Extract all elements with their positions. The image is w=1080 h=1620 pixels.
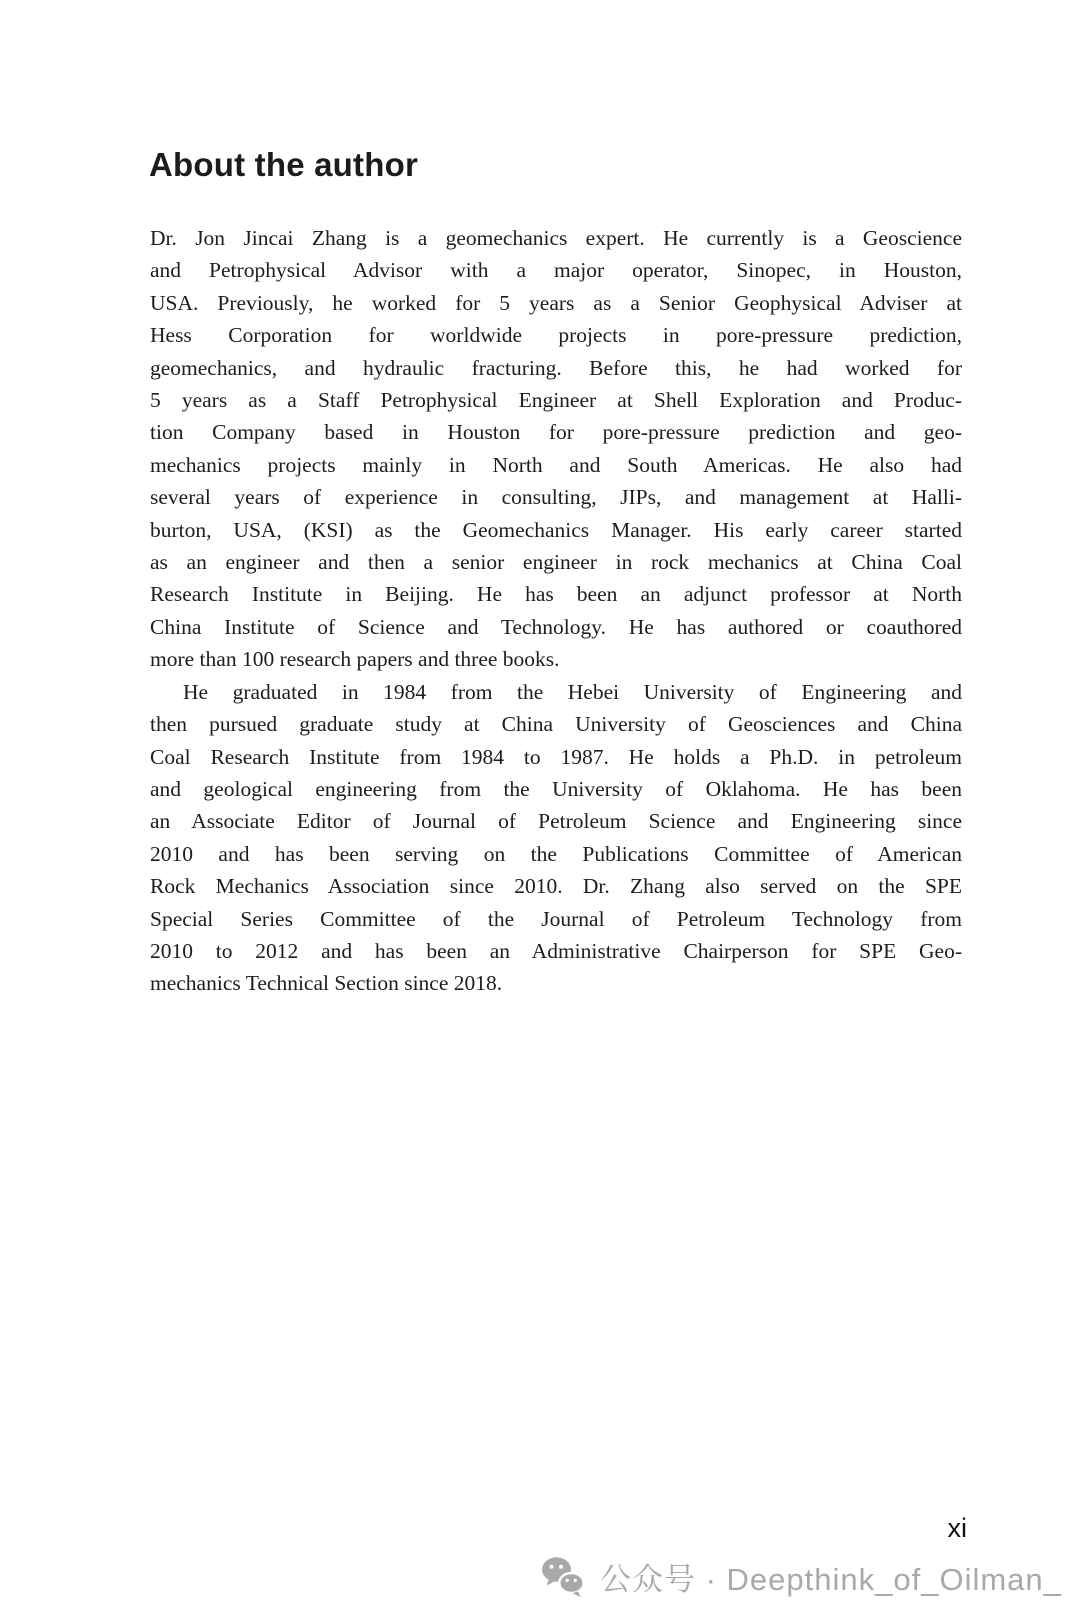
- wechat-icon: [540, 1556, 586, 1598]
- page-title: About the author: [149, 146, 418, 183]
- text-line: 2010 and has been serving on the Publications Committee of American: [150, 841, 962, 866]
- page-number: xi: [947, 1513, 967, 1543]
- text-line: Coal Research Institute from 1984 to 1987. He holds a Ph.D. in petroleum: [150, 744, 962, 769]
- text-line: more than 100 research papers and three books.: [150, 647, 560, 672]
- text-line: mechanics projects mainly in North and South Americas. He also had: [150, 452, 962, 477]
- text-line: China Institute of Science and Technology. He has authored or coauthored: [150, 614, 962, 639]
- text-line: Special Series Committee of the Journal of Petroleum Technology from: [150, 906, 962, 931]
- text-line: 2010 to 2012 and has been an Administrative Chairperson for SPE Geo-: [150, 938, 962, 963]
- text-line: and geological engineering from the University of Oklahoma. He has been: [150, 776, 962, 801]
- text-line: USA. Previously, he worked for 5 years as a Senior Geophysical Adviser at: [150, 290, 962, 315]
- text-line: an Associate Editor of Journal of Petroleum Science and Engineering since: [150, 809, 962, 834]
- text-line: then pursued graduate study at China University of Geosciences and China: [150, 712, 962, 737]
- text-line: tion Company based in Houston for pore-pressure prediction and geo-: [150, 420, 962, 445]
- text-line: Hess Corporation for worldwide projects in pore-pressure prediction,: [150, 323, 962, 348]
- watermark: [540, 1554, 1062, 1599]
- watermark-text: 公众号 · Deepthink_of_Oilman_: [600, 1562, 1062, 1597]
- text-line: Dr. Jon Jincai Zhang is a geomechanics expert. He currently is a Geoscience: [150, 226, 962, 250]
- text-line: geomechanics, and hydraulic fracturing. Before this, he had worked for: [150, 355, 962, 380]
- text-line: 5 years as a Staff Petrophysical Engineer at Shell Exploration and Produc-: [150, 388, 962, 413]
- text-line: as an engineer and then a senior engineer in rock mechanics at China Coal: [150, 550, 962, 575]
- text-line: several years of experience in consulting, JIPs, and management at Halli-: [150, 485, 962, 510]
- text-line: and Petrophysical Advisor with a major operator, Sinopec, in Houston,: [150, 258, 962, 283]
- text-line: Research Institute in Beijing. He has been an adjunct professor at North: [150, 582, 962, 607]
- text-line: mechanics Technical Section since 2018.: [150, 971, 503, 996]
- text-line: He graduated in 1984 from the Hebei University of Engineering and: [183, 679, 962, 704]
- text-line: Rock Mechanics Association since 2010. Dr. Zhang also served on the SPE: [150, 874, 962, 899]
- text-line: burton, USA, (KSI) as the Geomechanics Manager. His early career started: [150, 517, 962, 542]
- body-text: [150, 222, 962, 1000]
